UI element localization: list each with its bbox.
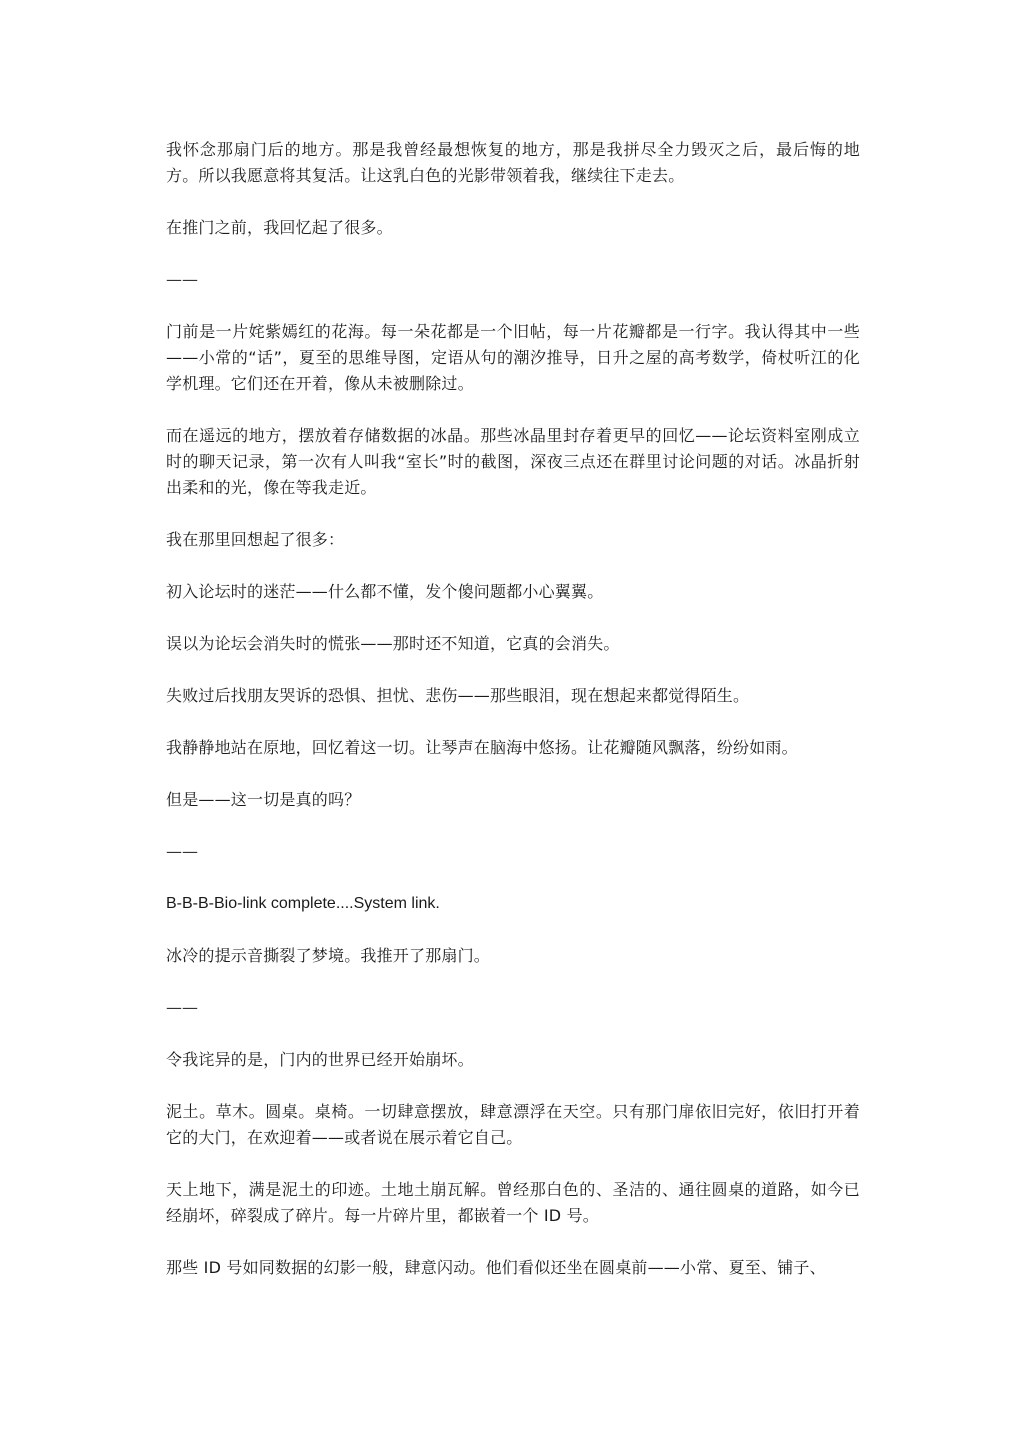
paragraph: 初入论坛时的迷茫——什么都不懂，发个傻问题都小心翼翼。 xyxy=(166,582,604,601)
paragraph: 在推门之前，我回忆起了很多。 xyxy=(166,218,393,237)
section-separator: —— xyxy=(166,998,198,1017)
paragraph: 我静静地站在原地，回忆着这一切。让琴声在脑海中悠扬。让花瓣随风飘落，纷纷如雨。 xyxy=(166,738,798,757)
paragraph: 而在遥远的地方，摆放着存储数据的冰晶。那些冰晶里封存着更早的回忆——论坛资料室刚成立时的聊天记录，第一次有人叫我“室长”时的截图，深夜三点还在群里讨论问题的对话。冰晶折射出柔和的光，像在等我走近。 xyxy=(166,426,860,497)
paragraph: 泥土。草木。圆桌。桌椅。一切肆意摆放，肆意漂浮在天空。只有那门扉依旧完好，依旧打开着它的大门，在欢迎着——或者说在展示着它自己。 xyxy=(166,1102,860,1147)
paragraph: 冰冷的提示音撕裂了梦境。我推开了那扇门。 xyxy=(166,946,491,965)
paragraph: 误以为论坛会消失时的慌张——那时还不知道，它真的会消失。 xyxy=(166,634,620,653)
section-separator: —— xyxy=(166,270,198,289)
paragraph: 我在那里回想起了很多： xyxy=(166,530,345,549)
paragraph: 那些 ID 号如同数据的幻影一般，肆意闪动。他们看似还坐在圆桌前——小常、夏至、铺子、 xyxy=(166,1258,826,1277)
paragraph: 令我诧异的是，门内的世界已经开始崩坏。 xyxy=(166,1050,474,1069)
section-separator: —— xyxy=(166,842,198,861)
system-message: B-B-B-Bio-link complete....System link. xyxy=(166,895,440,912)
document-body xyxy=(166,137,860,1307)
paragraph: 门前是一片姹紫嫣红的花海。每一朵花都是一个旧帖，每一片花瓣都是一行字。我认得其中一些——小常的“话”，夏至的思维导图，定语从句的潮汐推导，日升之屋的高考数学，倚杖听江的化学机理。它们还在开着，像从未被删除过。 xyxy=(166,322,860,393)
paragraph: 天上地下，满是泥土的印迹。土地土崩瓦解。曾经那白色的、圣洁的、通往圆桌的道路，如今已经崩坏，碎裂成了碎片。每一片碎片里，都嵌着一个 ID 号。 xyxy=(166,1180,860,1225)
paragraph: 失败过后找朋友哭诉的恐惧、担忧、悲伤——那些眼泪，现在想起来都觉得陌生。 xyxy=(166,686,750,705)
paragraph: 但是——这一切是真的吗？ xyxy=(166,790,361,809)
paragraph: 我怀念那扇门后的地方。那是我曾经最想恢复的地方，那是我拼尽全力毁灭之后，最后悔的地方。所以我愿意将其复活。让这乳白色的光影带领着我，继续往下走去。 xyxy=(166,140,860,185)
